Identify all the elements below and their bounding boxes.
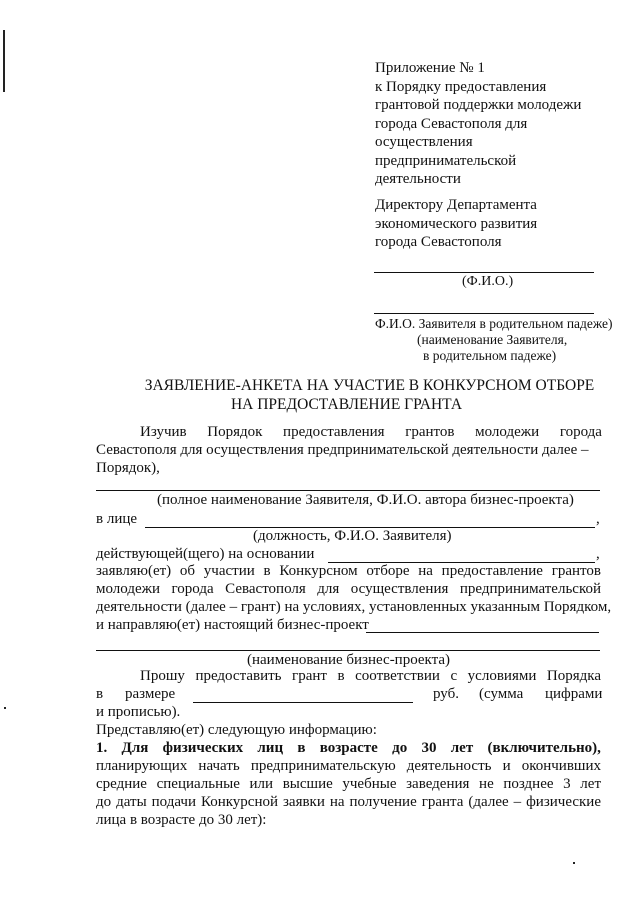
amount-sum: (сумма xyxy=(479,686,524,702)
document-title xyxy=(0,376,631,414)
scan-dot xyxy=(4,707,6,709)
declare-line-4: и направляю(ет) настоящий бизнес-проект xyxy=(96,617,369,633)
appendix-line: деятельности xyxy=(375,171,461,187)
amount-rub: руб. xyxy=(433,686,459,702)
appendix-line: предпринимательской xyxy=(375,152,517,169)
addressee-block xyxy=(375,196,537,252)
acting-label: действующей(щего) на основании xyxy=(96,546,315,562)
request-line-1: Прошу предоставить грант в соответствии с условиями Порядка xyxy=(140,668,601,684)
section1-line-3: средние специальные или высшие учебные заведения не позднее 3 лет xyxy=(96,776,601,792)
applicant-name-line xyxy=(374,313,594,314)
appendix-line: осуществления xyxy=(375,134,473,150)
applicant-caption-line: в родительном падеже) xyxy=(423,348,557,363)
intro-line-1: Изучив Порядок предоставления грантов молодежи города xyxy=(140,424,602,440)
appendix-block xyxy=(375,59,581,189)
full-name-fill-line xyxy=(96,490,600,491)
addressee-line: Директору Департамента xyxy=(375,197,537,213)
section1-line-4: до даты подачи Конкурсной заявки на получение гранта (далее – физические xyxy=(96,794,601,810)
amount-digits: цифрами xyxy=(545,686,603,702)
comma: , xyxy=(596,546,600,562)
applicant-caption-line: (наименование Заявителя, xyxy=(417,332,568,347)
addressee-line: экономического развития xyxy=(375,215,538,232)
intro-line-2: Севастополя для осуществления предпринимательской деятельности далее – xyxy=(96,442,589,458)
info-line: Представляю(ет) следующую информацию: xyxy=(96,722,377,738)
declare-line-2: молодежи города Севастополя для осуществления предпринимательской xyxy=(96,581,601,597)
project-fill-line xyxy=(366,632,599,633)
title-line: ЗАЯВЛЕНИЕ-АНКЕТА НА УЧАСТИЕ В КОНКУРСНОМ ОТБОРЕ xyxy=(144,377,595,394)
caption-position: (должность, Ф.И.О. Заявителя) xyxy=(253,528,452,544)
caption-full-name: (полное наименование Заявителя, Ф.И.О. автора бизнес-проекта) xyxy=(157,492,574,508)
section1-line-5: лица в возрасте до 30 лет): xyxy=(96,812,267,828)
section1-line-2: планирующих начать предпринимательскую деятельность и окончивших xyxy=(96,758,601,774)
appendix-line: грантовой поддержки молодежи xyxy=(375,97,582,113)
applicant-caption-line: Ф.И.О. Заявителя в родительном падеже) xyxy=(375,316,613,331)
appendix-line: города Севастополя для xyxy=(375,115,528,132)
fio-caption: (Ф.И.О.) xyxy=(462,274,514,289)
amount-fill-line xyxy=(193,702,413,703)
project-name-fill-line xyxy=(96,650,600,651)
intro-line-3: Порядок), xyxy=(96,460,160,476)
in-person-label: в лице xyxy=(96,511,138,527)
scan-dot xyxy=(573,862,575,864)
amount-line-2: и прописью). xyxy=(96,704,181,720)
declare-line-1: заявляю(ет) об участии в Конкурсном отборе на предоставление грантов xyxy=(96,563,601,579)
declare-line-3: деятельности (далее – грант) на условиях, установленных указанным Порядком, xyxy=(96,599,612,615)
amount-in: в xyxy=(96,686,104,702)
comma: , xyxy=(596,511,600,527)
amount-size: размере xyxy=(125,686,176,702)
caption-project-name: (наименование бизнес-проекта) xyxy=(247,652,451,668)
scan-margin-mark xyxy=(3,30,5,92)
appendix-line: к Порядку предоставления xyxy=(375,78,547,95)
section-number: 1. xyxy=(96,740,108,756)
addressee-line: города Севастополя xyxy=(375,234,502,250)
section1-heading: 1. Для физических лиц в возрасте до 30 лет (включительно), xyxy=(96,740,601,756)
fio-signature-line xyxy=(374,272,594,273)
title-line: НА ПРЕДОСТАВЛЕНИЕ ГРАНТА xyxy=(230,396,463,413)
appendix-line: Приложение № 1 xyxy=(375,60,485,76)
